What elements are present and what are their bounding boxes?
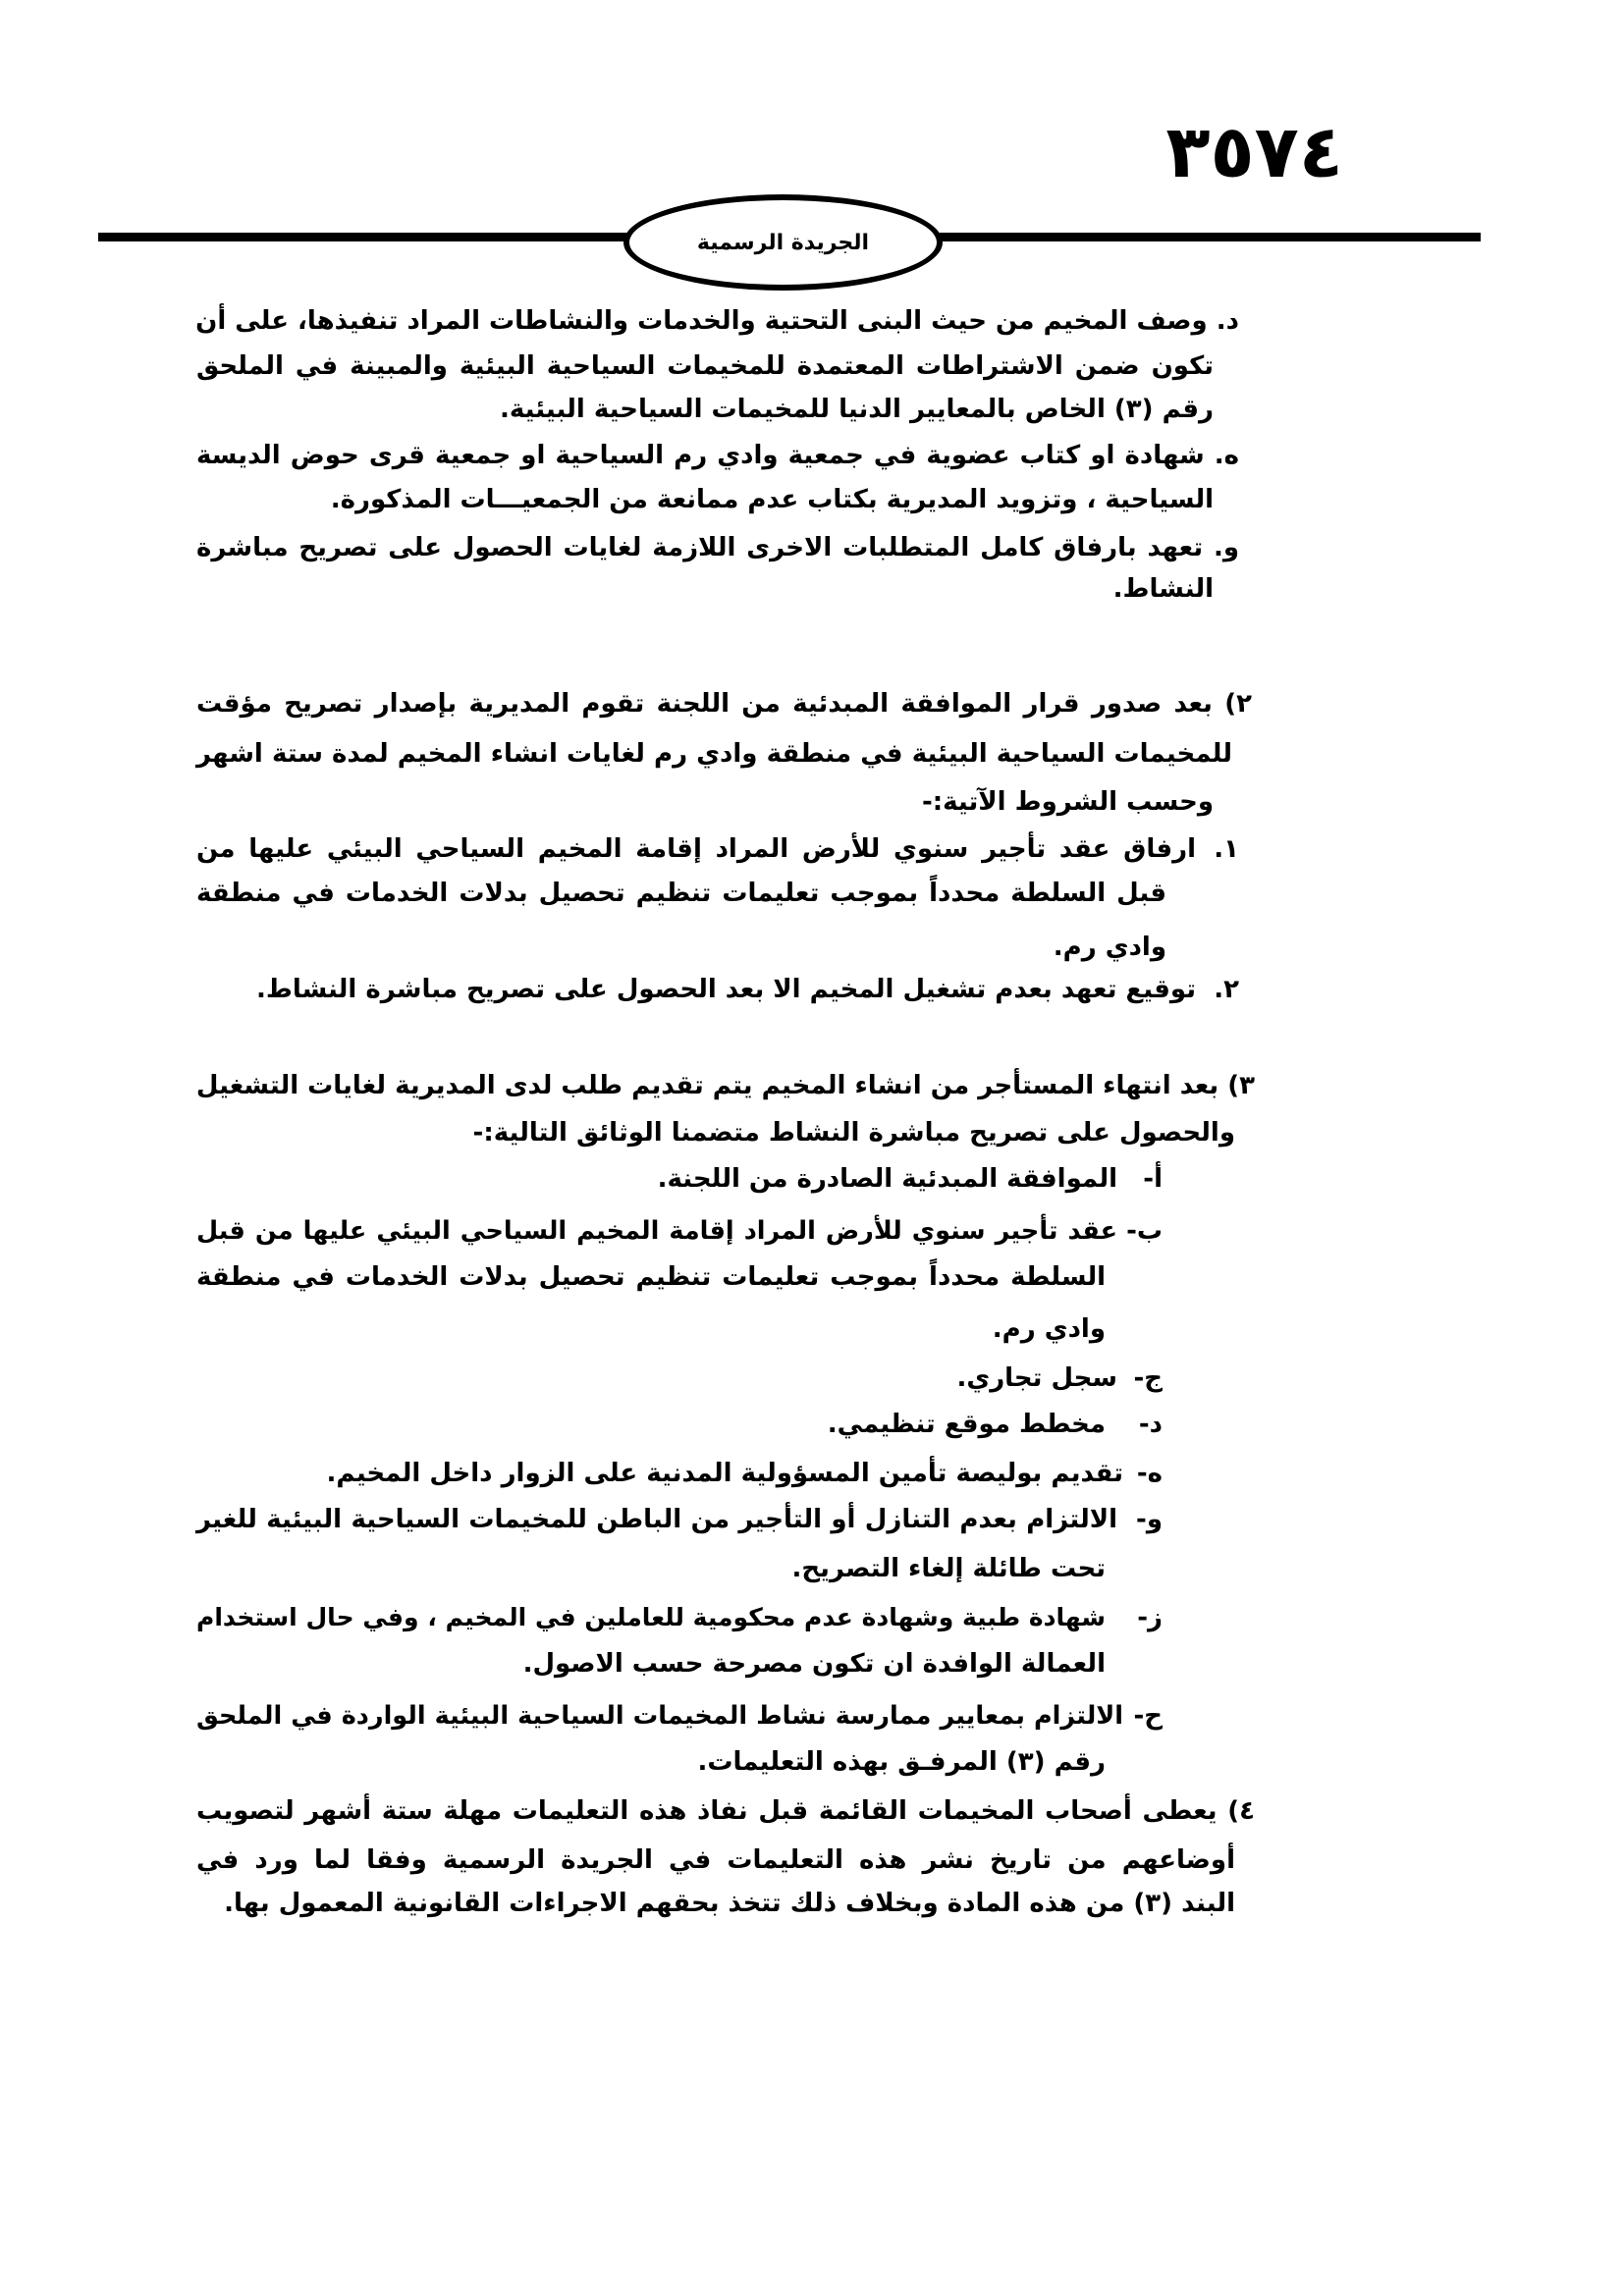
list-marker: ب- [1126, 1216, 1163, 1246]
text-line: عقد تأجير سنوي للأرض المراد إقامة المخيم السياحي البيئي عليها من قبل [196, 1216, 1117, 1246]
list-marker: ز- [1137, 1603, 1163, 1632]
text-line: للمخيمات السياحية البيئية في منطقة وادي رم لغايات انشاء المخيم لمدة ستة اشهر [196, 739, 1232, 769]
text-line: ٢) بعد صدور قرار الموافقة المبدئية من اللجنة تقوم المديرية بإصدار تصريح مؤقت [196, 689, 1252, 719]
text-line: مخطط موقع تنظيمي. [827, 1410, 1106, 1439]
text-line: رقم (٣) المرفـق بهذه التعليمات. [697, 1747, 1106, 1777]
text-line: العمالة الوافدة ان تكون مصرحة حسب الاصول. [522, 1649, 1106, 1679]
text-line: توقيع تعهد بعدم تشغيل المخيم الا بعد الحصول على تصريح مباشرة النشاط. [255, 975, 1196, 1004]
text-line: شهادة طبية وشهادة عدم محكومية للعاملين في المخيم ، وفي حال استخدام [196, 1603, 1106, 1631]
page-number: ٣٥٧٤ [1165, 110, 1343, 194]
list-marker: ١. [1214, 834, 1239, 864]
text-line: رقم (٣) الخاص بالمعايير الدنيا للمخيمات السياحية البيئية. [500, 395, 1214, 424]
text-line: الالتزام بمعايير ممارسة نشاط المخيمات السياحية البيئية الواردة في الملحق [196, 1701, 1123, 1731]
text-line: ارفاق عقد تأجير سنوي للأرض المراد إقامة المخيم السياحي البيئي عليها من [196, 834, 1196, 864]
list-marker: ج- [1133, 1363, 1163, 1393]
list-marker: د- [1138, 1410, 1163, 1439]
text-line: ه. شهادة او كتاب عضوية في جمعية وادي رم السياحية او جمعية قرى حوض الديسة [196, 441, 1239, 470]
gazette-title-oval [623, 194, 943, 291]
text-line: و. تعهد بارفاق كامل المتطلبات الاخرى اللازمة لغايات الحصول على تصريح مباشرة [196, 533, 1239, 562]
text-line: سجل تجاري. [956, 1363, 1117, 1393]
text-line: وحسب الشروط الآتية:- [921, 787, 1214, 817]
text-line: النشاط. [1112, 574, 1214, 604]
text-line: قبل السلطة محدداً بموجب تعليمات تنظيم تحصيل بدلات الخدمات في منطقة [196, 879, 1166, 908]
text-line: الموافقة المبدئية الصادرة من اللجنة. [657, 1164, 1117, 1194]
text-line: أوضاعهم من تاريخ نشر هذه التعليمات في الجريدة الرسمية وفقا لما ورد في [196, 1845, 1235, 1875]
text-line: وادي رم. [1053, 933, 1166, 962]
list-marker: ه- [1136, 1459, 1163, 1488]
text-line: السلطة محدداً بموجب تعليمات تنظيم تحصيل بدلات الخدمات في منطقة [196, 1262, 1106, 1292]
text-line: وادي رم. [992, 1314, 1106, 1344]
text-line: ٤) يعطى أصحاب المخيمات القائمة قبل نفاذ هذه التعليمات مهلة ستة أشهر لتصويب [196, 1796, 1255, 1826]
text-line: ٣) بعد انتهاء المستأجر من انشاء المخيم يتم تقديم طلب لدى المديرية لغايات التشغيل [195, 1071, 1255, 1100]
text-line: والحصول على تصريح مباشرة النشاط متضمنا الوثائق التالية:- [472, 1118, 1235, 1148]
text-line: السياحية ، وتزويد المديرية بكتاب عدم ممانعة من الجمعيـــات المذكورة. [330, 485, 1214, 514]
gazette-title: الجريدة الرسمية [696, 230, 870, 255]
list-marker: و- [1136, 1505, 1163, 1534]
text-line: تقديم بوليصة تأمين المسؤولية المدنية على الزوار داخل المخيم. [326, 1459, 1123, 1488]
text-line: الالتزام بعدم التنازل أو التأجير من الباطن للمخيمات السياحية البيئية للغير [196, 1505, 1117, 1534]
text-line: تحت طائلة إلغاء التصريح. [791, 1554, 1106, 1583]
text-line: البند (٣) من هذه المادة وبخلاف ذلك تتخذ بحقهم الاجراءات القانونية المعمول بها. [224, 1889, 1235, 1918]
text-line: د. وصف المخيم من حيث البنى التحتية والخدمات والنشاطات المراد تنفيذها، على أن [195, 306, 1239, 336]
list-marker: ح- [1133, 1701, 1163, 1731]
list-marker: أ- [1143, 1164, 1163, 1194]
text-line: تكون ضمن الاشتراطات المعتمدة للمخيمات السياحية البيئية والمبينة في الملحق [196, 351, 1214, 381]
list-marker: ٢. [1214, 975, 1239, 1004]
